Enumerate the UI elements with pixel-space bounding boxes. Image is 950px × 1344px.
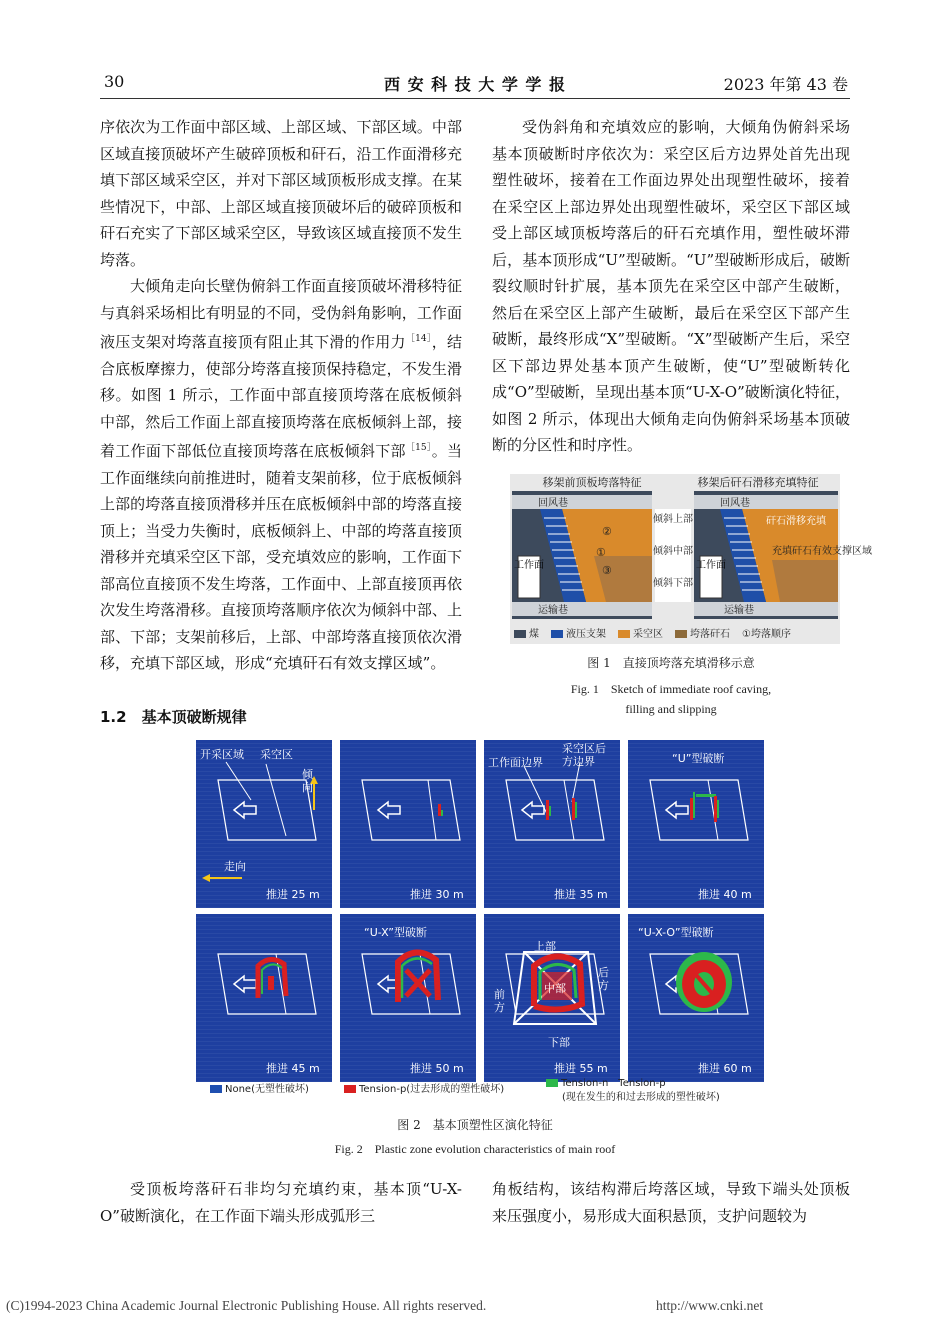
fig2-dip-label: 倾向 (302, 768, 313, 794)
fig1-seq2: ② (602, 525, 612, 538)
fig1-right-title: 移架后矸石滑移充填特征 (697, 476, 819, 489)
citation-ref[interactable]: ［15］ (405, 443, 432, 453)
legend-swatch-none (210, 1085, 222, 1093)
fig2-goaf-back-label: 采空区后方边界 (562, 742, 606, 768)
fig1-face-label: 工作面 (514, 560, 544, 571)
figure-1-caption-en-1: Fig. 1 Sketch of immediate roof caving, (570, 682, 772, 696)
header-rule (100, 98, 850, 99)
fig1-return-airway: 回风巷 (538, 498, 568, 509)
paragraph: 受伪斜角和充填效应的影响，大倾角伪俯斜采场基本顶破断时序依次为：采空区后方边界处首先出现塑性破坏，接着在工作面边界处出现塑性破坏，接着在采空区上部边界处出现塑性破坏，采空区下部区域受上部区域顶板垮落后的矸石充填作用，塑性破坏滞后，基本顶形成“U”型破断。“U”型破断形成后，破断裂纹顺时针扩展，基本顶先在采空区中部产生破断，然后在采空区上部产生破断，最后在采空区下部产生破断，最终形成“X”型破断。“X”型破断产生后，采空区下部边界处基本顶产生破断，使“U”型破断转化成“O”型破断，呈现出基本顶“U-X-O”破断演化特征，如图 2 所示，体现出大倾角走向伪俯斜采场基本顶破断的分区性和时序性。 (492, 118, 850, 454)
fig2-top-label: 上部 (534, 940, 556, 953)
fig2-advance-label: 推进 55 m (554, 1062, 608, 1075)
figure-1-diagram (510, 474, 872, 644)
fig1-left-title: 移架前顶板垮落特征 (542, 476, 642, 489)
figure-2-caption-cn: 图 2 基本顶塑性区演化特征 (397, 1118, 553, 1132)
legend-swatch-support (551, 630, 563, 638)
citation-ref[interactable]: ［14］ (405, 334, 432, 344)
fig1-return-airway-right: 回风巷 (720, 498, 750, 509)
fig2-panel-30-graphic (340, 740, 476, 908)
figure-1-caption-cn: 图 1 直接顶垮落充填滑移示意 (587, 656, 755, 670)
fig2-panel-60 (628, 914, 764, 1082)
fig2-advance-label: 推进 60 m (698, 1062, 752, 1075)
fig2-legend-tension-n: Tension-n Tension-p (546, 1074, 666, 1089)
fig2-face-boundary-label: 工作面边界 (488, 756, 543, 769)
bottom-left-paragraph: 受顶板垮落矸石非均匀充填约束，基本顶“U-X-O”破断演化，在工作面下端头形成弧形三 (100, 1180, 462, 1225)
fig2-panel-25 (196, 740, 332, 908)
fig1-upper-label: 倾斜上部 (653, 514, 693, 525)
legend-swatch-coal (514, 630, 526, 638)
fig1-seq3: ③ (602, 564, 612, 577)
page-number: 30 (104, 72, 125, 91)
fig2-u-break-label: “U”型破断 (672, 752, 725, 765)
fig2-goaf-label: 采空区 (260, 748, 293, 761)
fig2-panel-45 (196, 914, 332, 1082)
fig1-haulage: 运输巷 (538, 605, 568, 616)
fig1-support-zone: 充填矸石有效支撑区域 (772, 546, 872, 557)
footer-url[interactable]: http://www.cnki.net (656, 1298, 764, 1313)
legend-swatch-tension-p (344, 1085, 356, 1093)
bottom-right-paragraph: 角板结构，该结构滞后垮落区域，导致下端头处顶板来压强度小，易形成大面积悬顶，支护问题较为 (492, 1180, 850, 1225)
fig2-legend-none: None(无塑性破坏) (210, 1080, 309, 1095)
fig2-panel-25-graphic (196, 740, 332, 908)
paragraph: 序依次为工作面中部区域、上部区域、下部区域。中部区域直接顶破坏产生破碎顶板和矸石，沿工作面滑移充填下部区域采空区，并对下部区域顶板形成支撑。在某些情况下，中部、上部区域直接顶破坏后的破碎顶板和矸石充实了下部区域采空区，导致该区域直接顶不发生垮落。 (100, 118, 462, 269)
fig1-right-panel (694, 491, 872, 619)
fig2-ux-break-label: “U-X”型破断 (364, 926, 427, 939)
fig1-face-label-right: 工作面 (696, 560, 726, 571)
fig2-panel-30 (340, 740, 476, 908)
fig2-middle-label: 中部 (544, 982, 566, 995)
fig2-panel-35 (484, 740, 620, 908)
legend-swatch-gangue (675, 630, 687, 638)
fig2-strike-label: 走向 (224, 860, 246, 873)
fig2-back-label: 后方 (598, 966, 609, 992)
legend-swatch-goaf (618, 630, 630, 638)
figure-2-caption-en: Fig. 2 Plastic zone evolution characteristics of main roof (334, 1142, 616, 1156)
footer-copyright: (C)1994-2023 China Academic Journal Electronic Publishing House. All rights reserved. (6, 1298, 487, 1313)
fig1-middle-labels (653, 509, 693, 602)
fig2-advance-label: 推进 40 m (698, 888, 752, 901)
fig2-legend-tension-n-desc: (现在发生的和过去形成的塑性破坏) (562, 1092, 720, 1103)
figure-1 (510, 474, 872, 644)
fig1-left-panel (512, 491, 652, 619)
fig1-middle-label: 倾斜中部 (653, 546, 693, 557)
journal-title: 西 安 科 技 大 学 学 报 (384, 75, 566, 94)
fig1-haulage-right: 运输巷 (724, 605, 754, 616)
fig2-mining-zone-label: 开采区域 (200, 748, 244, 761)
fig2-panel-45-graphic (196, 914, 332, 1082)
fig2-bottom-label: 下部 (548, 1036, 570, 1049)
figure-2 (196, 740, 764, 1106)
legend-swatch-tension-n (546, 1079, 558, 1087)
fig2-panel-55 (484, 914, 620, 1082)
section-heading: 1.2 基本顶破断规律 (100, 708, 247, 726)
fig2-panel-50 (340, 914, 476, 1082)
fig2-legend-tension-p: Tension-p(过去形成的塑性破坏) (344, 1080, 504, 1095)
issue-info: 2023 年第 43 卷 (723, 75, 848, 94)
fig2-advance-label: 推进 35 m (554, 888, 608, 901)
fig2-advance-label: 推进 50 m (410, 1062, 464, 1075)
fig1-lower-label: 倾斜下部 (653, 578, 693, 589)
fig2-panel-40 (628, 740, 764, 908)
fig2-advance-label: 推进 30 m (410, 888, 464, 901)
fig2-advance-label: 推进 25 m (266, 888, 320, 901)
fig1-seq1: ① (596, 546, 606, 559)
right-column (492, 114, 850, 459)
fig2-front-label: 前方 (494, 988, 505, 1014)
fig2-uxo-break-label: “U-X-O”型破断 (638, 926, 714, 939)
left-column (100, 114, 462, 677)
figure-1-caption-en-2: filling and slipping (625, 702, 717, 716)
paragraph: 大倾角走向长壁伪俯斜工作面直接顶破坏滑移特征与真斜采场相比有明显的不同，受伪斜角影响，工作面液压支架对垮落直接顶有阻止其下滑的作用力$^{[14]}$，结合底板摩擦力，使部分垮落直接顶保持稳定，不发生滑移。如图 1 所示，工作面中部直接顶垮落在底板倾斜中部，然后工作面上部直接顶垮落在底板倾斜上部，接着工作面下部低位直接顶垮落在底板倾斜下部$^{[15]}$。当工作面继续向前推进时，随着支架前移，位于底板倾斜上部的垮落直接顶滑移并压在底板倾斜中部的垮落直接顶上；当受力失衡时，底板倾斜上、中部的垮落直接顶滑移并充填采空区下部，受充填效应的影响，工作面下部高位直接顶不发生垮落，工作面中、上部直接顶再依次发生垮落滑移。直接顶垮落顺序依次为倾斜中部、上部、下部；支架前移后，上部、中部垮落直接顶依次滑移，充填下部区域，形成“充填矸石有效支撑区域”。 (100, 277, 462, 672)
fig1-gangue-slip: 矸石滑移充填 (766, 516, 826, 527)
fig2-advance-label: 推进 45 m (266, 1062, 320, 1075)
fig1-legend: 煤 液压支架 采空区 垮落矸石 ①垮落顺序 (514, 625, 836, 640)
